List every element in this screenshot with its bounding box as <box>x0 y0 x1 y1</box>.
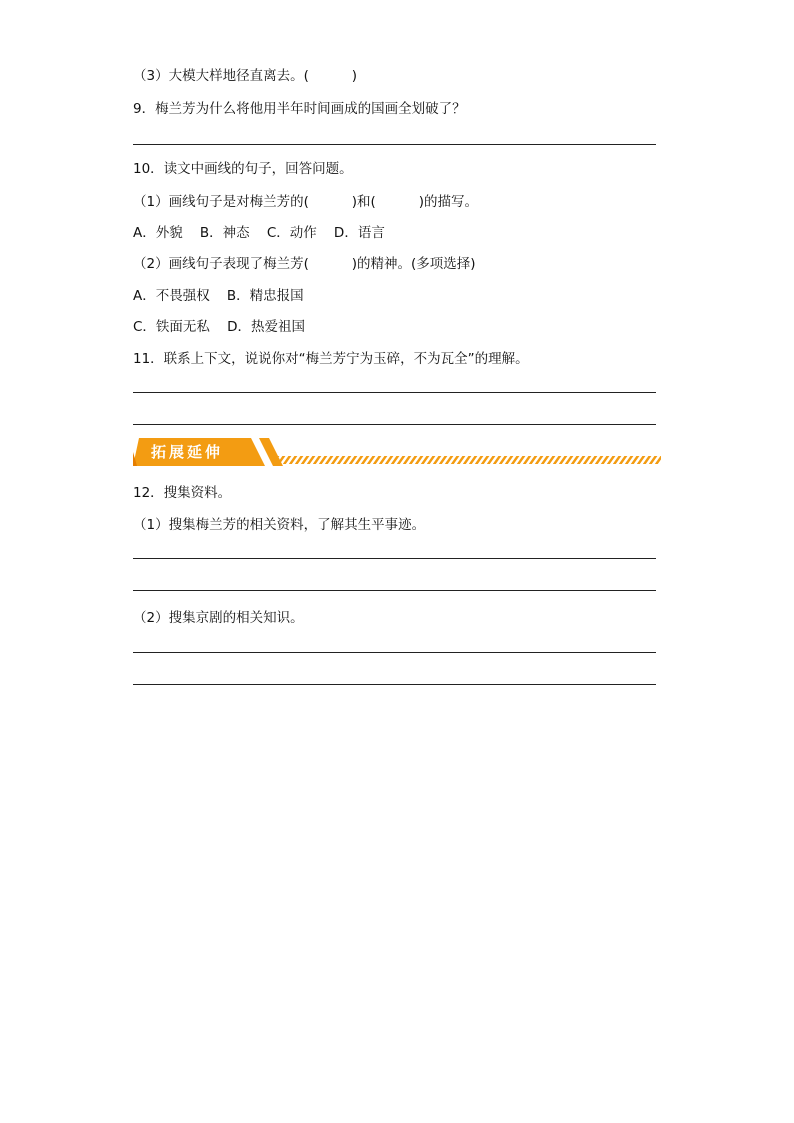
question-12-1: （1）搜集梅兰芳的相关资料，了解其生平事迹。 <box>133 517 426 533</box>
answer-line-q12-2-1[interactable] <box>133 652 656 653</box>
question-10-1-options: A．外貌 B．神态 C．动作 D．语言 <box>133 225 385 241</box>
question-10-2-options-row2: C．铁面无私 D．热爱祖国 <box>133 319 305 335</box>
answer-line-q12-1-2[interactable] <box>133 590 656 591</box>
question-8-3: （3）大模大样地径直离去。( ) <box>133 68 358 84</box>
answer-line-q9[interactable] <box>133 144 656 145</box>
question-12-2: （2）搜集京剧的相关知识。 <box>133 610 304 626</box>
question-10: 10．读文中画线的句子，回答问题。 <box>133 161 353 177</box>
answer-line-q12-2-2[interactable] <box>133 684 656 685</box>
answer-line-q12-1-1[interactable] <box>133 558 656 559</box>
question-12: 12．搜集资料。 <box>133 485 232 501</box>
section-title: 拓展延伸 <box>151 443 224 461</box>
section-banner <box>133 438 663 468</box>
question-10-2-options-row1: A．不畏强权 B．精忠报国 <box>133 288 304 304</box>
answer-line-q11-1[interactable] <box>133 392 656 393</box>
question-10-2: （2）画线句子表现了梅兰芳( )的精神。(多项选择) <box>133 256 476 272</box>
question-10-1: （1）画线句子是对梅兰芳的( )和( )的描写。 <box>133 194 478 210</box>
question-9: 9．梅兰芳为什么将他用半年时间画成的国画全划破了？ <box>133 101 466 117</box>
answer-line-q11-2[interactable] <box>133 424 656 425</box>
question-11: 11．联系上下文，说说你对“梅兰芳宁为玉碎，不为瓦全”的理解。 <box>133 351 529 367</box>
